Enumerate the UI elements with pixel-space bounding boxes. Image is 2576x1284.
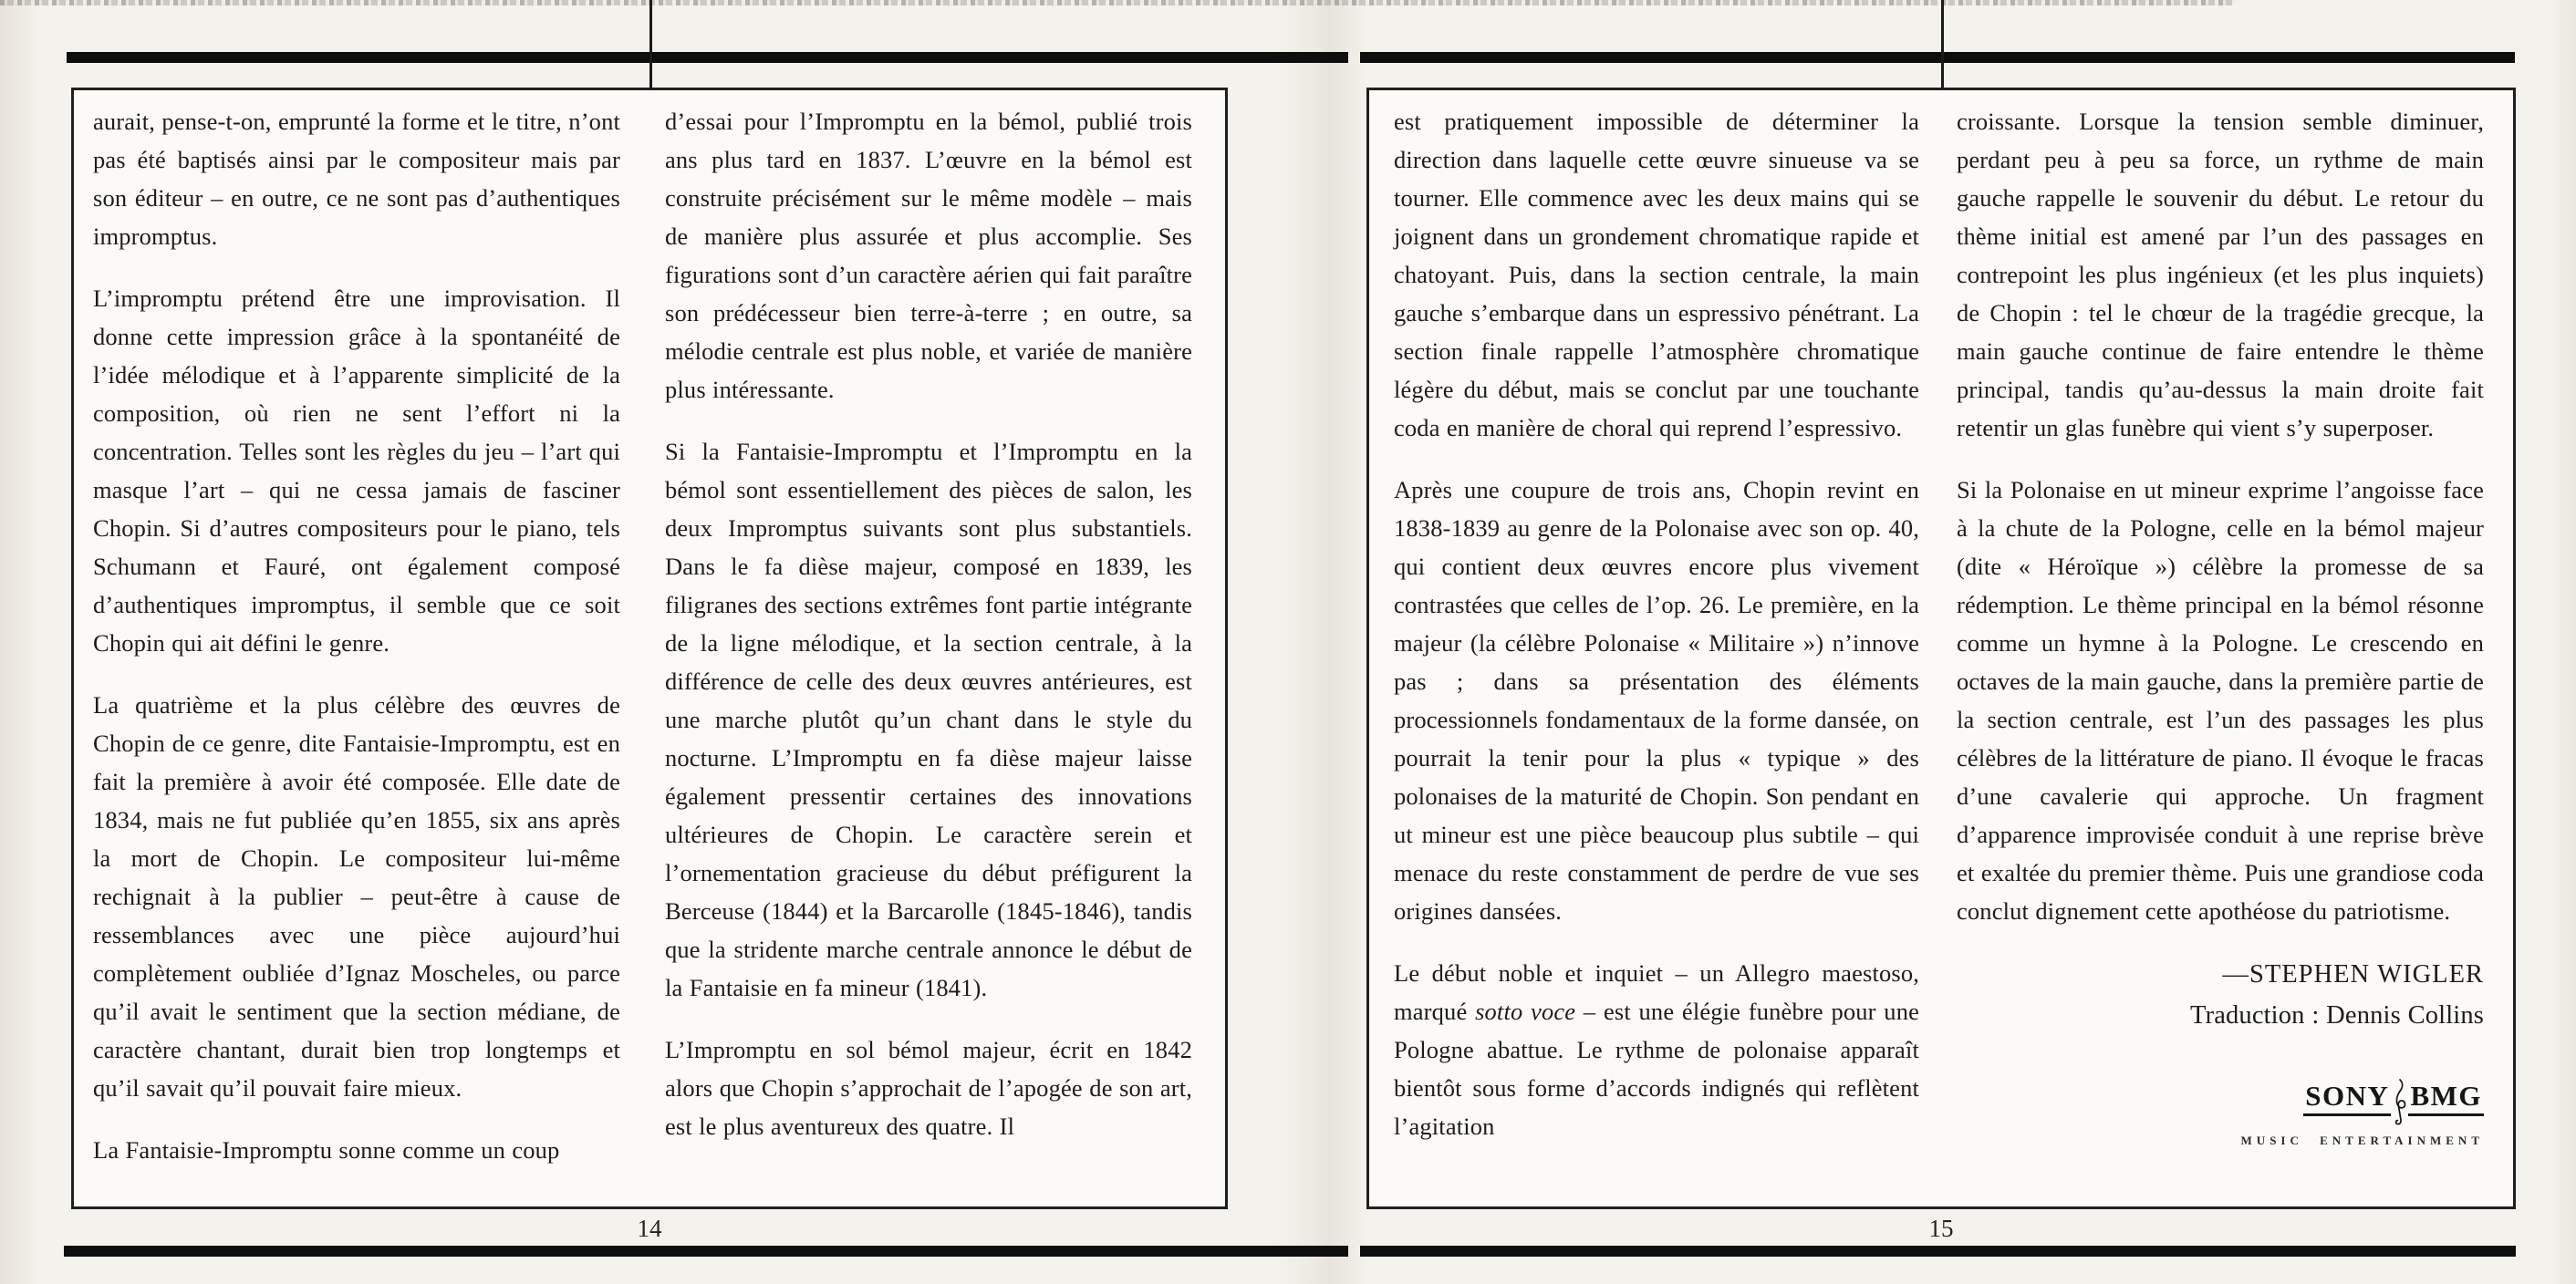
paper-edge-left: [0, 0, 42, 1284]
logo-word-sony: SONY: [2303, 1082, 2391, 1116]
paragraph: La quatrième et la plus célèbre des œuvres de Chopin de ce genre, dite Fantaisie-Impromptu, est en fait la première à avoir été composée. Elle date de 1834, mais ne fut publiée qu’en 1855, six ans après la mort de Chopin. Le compositeur lui-même rechignait à la publier – peut-être à cause de ressemblances avec une pièce aujourd’hui complètement oubliée d’Ignaz Moscheles, ou parce qu’il avait le sentiment que la section médiane, de caractère chantant, durait bien trop longtemps et qu’il savait qu’il pouvait faire mieux.: [93, 691, 620, 1102]
top-rule-left-page: [67, 52, 1348, 63]
paragraph: d’essai pour l’Impromptu en la bémol, publié trois ans plus tard en 1837. L’œuvre en la bémol est construite précisément sur le même modèle – mais de manière plus assurée et plus accomplie. Ses figurations sont d’un caractère aérien qui fait paraître son prédécesseur bien terre-à-terre ; en outre, sa mélodie centrale est plus noble, et variée de manière plus intéressante.: [665, 108, 1192, 403]
page-number-15: 15: [1928, 1215, 1954, 1242]
logo-wordmark: [2303, 1078, 2484, 1116]
paragraph: L’impromptu prétend être une improvisation. Il donne cette impression grâce à la spontanéité de l’idée mélodique et à l’apparente simplicité de la composition, où rien ne sent l’effort ni la concentration. Telles sont les règles du jeu – l’art qui masque l’art – qui ne cessa jamais de fasciner Chopin. Si d’autres compositeurs pour le piano, tels Schumann et Fauré, ont également composé d’authentiques impromptus, il semble que ce soit Chopin qui ait défini le genre.: [93, 285, 620, 657]
author-name: —STEPHEN WIGLER: [2222, 960, 2484, 989]
text-column: [1957, 102, 2484, 1160]
page-fold-shadow: [1273, 0, 1368, 1284]
paragraph: croissante. Lorsque la tension semble diminuer, perdant peu à peu sa force, un rythme de main gauche rappelle le souvenir du début. Le retour du thème initial est amené par l’un des passages en contrepoint les plus ingénieux (et les plus inquiets) de Chopin : tel le chœur de la tragédie grecque, la main gauche continue de faire entendre le thème principal, tandis qu’au-dessus la main droite fait retentir un glas funèbre qui vient s’y superposer.: [1957, 108, 2484, 441]
paragraph: Après une coupure de trois ans, Chopin revint en 1838-1839 au genre de la Polonaise avec son op. 40, qui contient deux œuvres encore plus vivement contrastées que celles de l’op. 26. Le première, en la majeur (la célèbre Polonaise « Militaire ») n’innove pas ; dans sa présentation des éléments processionnels fondamentaux de la forme dansée, on pourrait la tenir pour la plus « typique » des polonaises de la maturité de Chopin. Son pendant en ut mineur est une pièce beaucoup plus subtile – qui menace du reste constamment de perdre de vue ses origines dansées.: [1394, 476, 1919, 925]
paper-edge-right: [2549, 0, 2576, 1284]
text-column: [93, 102, 620, 1193]
scan-edge-noise: [0, 0, 2235, 5]
top-rule-right-page: [1360, 52, 2515, 63]
page-number-14: 14: [637, 1215, 662, 1242]
paragraph: aurait, pense-t-on, emprunté la forme et le titre, n’ont pas été baptisés ainsi par le compositeur mais par son éditeur – en outre, ce ne sont pas d’authentiques impromptus.: [93, 108, 620, 250]
translator-credit: Traduction : Dennis Collins: [2190, 1001, 2484, 1030]
paragraph: est pratiquement impossible de déterminer la direction dans laquelle cette œuvre sinueuse va se tourner. Elle commence avec les deux mains qui se joignent dans un grondement chromatique rapide et chatoyant. Puis, dans la section centrale, la main gauche s’embarque dans un espressivo pénétrant. La section finale rappelle l’atmosphère chromatique légère du début, mais se conclut par une touchante coda en manière de choral qui reprend l’espressivo.: [1394, 108, 1919, 441]
text-column: [665, 102, 1192, 1169]
treble-clef-icon: [2392, 1078, 2407, 1127]
logo-word-bmg: BMG: [2408, 1082, 2484, 1116]
paragraph: Le début noble et inquiet – un Allegro maestoso, marqué sotto voce – est une élégie funèbre pour une Pologne abattue. Le rythme de polonaise apparaît bientôt sous forme d’accords indignés qui reflètent l’agitation: [1394, 959, 1920, 1140]
logo-tagline: MUSIC ENTERTAINMENT: [2240, 1134, 2484, 1147]
paragraph: L’Impromptu en sol bémol majeur, écrit en 1842 alors que Chopin s’approchait de l’apogée de son art, est le plus aventureux des quatre. Il: [665, 1036, 1192, 1140]
sony-bmg-logo: [1957, 1078, 2484, 1160]
paragraph: Si la Fantaisie-Impromptu et l’Impromptu en la bémol sont essentiellement des pièces de salon, les deux Impromptus suivants sont plus substantiels. Dans le fa dièse majeur, composé en 1839, les filigranes des sections extrêmes font partie intégrante de la ligne mélodique, et la section centrale, à la différence de celle des deux œuvres antérieures, est une marche plutôt qu’un chant dans le style du nocturne. L’Impromptu en fa dièse majeur laisse également pressentir certaines des innovations ultérieures de Chopin. Le caractère serein et l’ornementation gracieuse du début préfigurent la Berceuse (1844) et la Barcarolle (1845-1846), tandis que la stridente marche centrale annonce le début de la Fantaisie en fa mineur (1841).: [665, 438, 1192, 1001]
bottom-rule-right-page: [1360, 1246, 2516, 1257]
paragraph: La Fantaisie-Impromptu sonne comme un coup: [93, 1136, 560, 1164]
author-signature-block: [1957, 954, 2484, 1036]
text-column: [1394, 102, 1919, 1169]
bottom-rule-left-page: [64, 1246, 1348, 1257]
paragraph: Si la Polonaise en ut mineur exprime l’angoisse face à la chute de la Pologne, celle en la bémol majeur (dite « Héroïque ») célèbre la promesse de sa rédemption. Le thème principal en la bémol résonne comme un hymne à la Pologne. Le crescendo en octaves de la main gauche, dans la première partie de la section centrale, est l’un des passages les plus célèbres de la littérature de piano. Il évoque le fracas d’une cavalerie qui approche. Un fragment d’apparence improvisée conduit à une reprise brève et exaltée du premier thème. Puis une grandiose coda conclut dignement cette apothéose du patriotisme.: [1957, 476, 2484, 925]
